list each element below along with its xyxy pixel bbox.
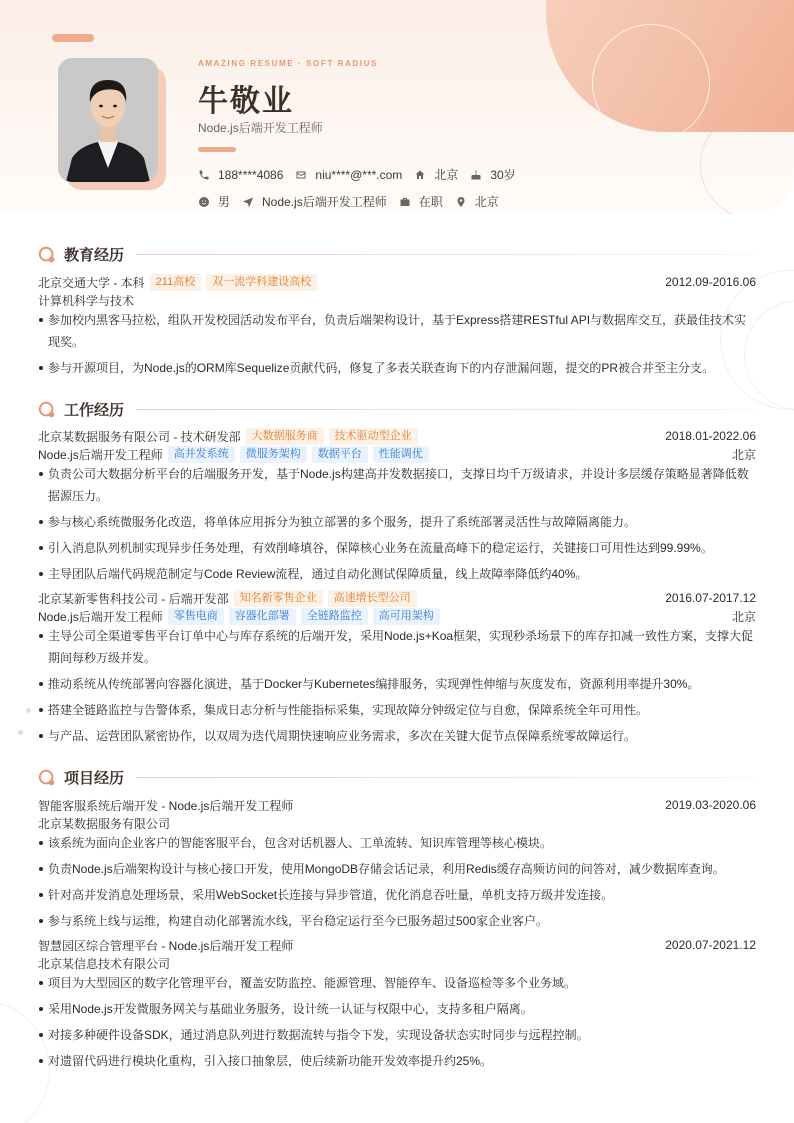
list-item: 采用Node.js开发微服务网关与基础业务服务，设计统一认证与权限中心，支持多租户隔离。 xyxy=(38,998,758,1020)
location-pin-icon xyxy=(455,196,467,208)
briefcase-icon xyxy=(399,196,411,208)
project-date: 2020.07-2021.12 xyxy=(665,938,756,952)
company-name: 北京某数据服务有限公司 - 技术研发部 xyxy=(38,429,241,444)
education-entry xyxy=(38,273,756,291)
project-company-row xyxy=(38,954,756,972)
section-divider xyxy=(136,254,756,255)
list-item: 参加校内黑客马拉松，组队开发校园活动发布平台，负责后端架构设计，基于Express搭建RESTful API与数据库交互，获最佳技术实现奖。 xyxy=(38,309,758,353)
list-item: 该系统为面向企业客户的智能客服平台，包含对话机器人、工单流转、知识库管理等核心模块。 xyxy=(38,832,758,854)
list-item: 项目为大型园区的数字化管理平台，覆盖安防监控、能源管理、智能停车、设备巡检等多个业务域。 xyxy=(38,972,758,994)
target-job-value: Node.js后端开发工程师 xyxy=(262,195,387,209)
project-company-row xyxy=(38,814,756,832)
phone-icon xyxy=(198,169,210,181)
school-tag: 211高校 xyxy=(150,274,202,291)
work-role-row xyxy=(38,445,756,463)
section-work-header xyxy=(38,399,756,420)
send-icon xyxy=(242,196,254,208)
target-city-value: 北京 xyxy=(474,195,499,209)
contact-status xyxy=(399,193,443,210)
list-item: 对遗留代码进行模块化重构，引入接口抽象层，使后续新功能开发效率提升约25%。 xyxy=(38,1050,758,1072)
contact-email xyxy=(295,168,402,182)
person-icon xyxy=(198,196,210,208)
section-divider xyxy=(136,777,756,778)
school-name: 北京交通大学 - 本科 xyxy=(38,275,145,290)
email-value: niu****@***.com xyxy=(315,167,403,182)
gender-value: 男 xyxy=(218,195,231,209)
decor-dot xyxy=(18,730,23,735)
contact-target-city xyxy=(455,193,499,210)
profile-photo xyxy=(58,58,158,182)
contact-gender xyxy=(198,193,230,210)
list-item: 与产品、运营团队紧密协作，以双周为迭代周期快速响应业务需求，多次在关键大促节点保障系统零故障运行。 xyxy=(38,725,758,747)
list-item: 负责公司大数据分析平台的后端服务开发，基于Node.js构建高并发数据接口，支撑日均千万级请求，并设计多层缓存策略显著降低数据源压力。 xyxy=(38,463,758,507)
section-education-header xyxy=(38,244,756,265)
list-item: 对接多种硬件设备SDK，通过消息队列进行数据流转与指令下发，实现设备状态实时同步与远程控制。 xyxy=(38,1024,758,1046)
work-date: 2018.01-2022.06 xyxy=(665,429,756,443)
education-major-row xyxy=(38,291,756,309)
role-tag: 数据平台 xyxy=(312,446,368,463)
home-city-value: 北京 xyxy=(434,168,459,182)
resume-tagline: AMAZING RESUME · SOFT RADIUS xyxy=(198,59,378,68)
project-name: 智能客服系统后端开发 - Node.js后端开发工程师 xyxy=(38,798,294,813)
list-item: 负责Node.js后端架构设计与核心接口开发，使用MongoDB存储会话记录，利用Redis缓存高频访问的问答对，减少数据库查询。 xyxy=(38,858,758,880)
education-date: 2012.09-2016.06 xyxy=(665,275,756,289)
role-tag: 高并发系统 xyxy=(168,446,235,463)
role-tag: 零售电商 xyxy=(168,608,224,625)
list-item: 推动系统从传统部署向容器化演进，基于Docker与Kubernetes编排服务，实现弹性伸缩与灰度发布，资源利用率提升30%。 xyxy=(38,673,758,695)
company-tag: 知名新零售企业 xyxy=(234,590,323,607)
role-tag: 性能调优 xyxy=(373,446,429,463)
list-item: 针对高并发消息处理场景，采用WebSocket长连接与异步管道，优化消息吞吐量，单机支持万级并发连接。 xyxy=(38,884,758,906)
project-date: 2019.03-2020.06 xyxy=(665,798,756,812)
project-entry xyxy=(38,796,756,814)
section-bullet-icon xyxy=(38,769,56,787)
contact-row xyxy=(198,166,528,183)
section-title: 工作经历 xyxy=(64,402,125,419)
decor-dot xyxy=(26,708,31,713)
avatar-illustration xyxy=(58,58,158,182)
list-item: 搭建全链路监控与告警体系，集成日志分析与性能指标采集，实现故障分钟级定位与自愈，保障系统全年可用性。 xyxy=(38,699,758,721)
list-item: 参与系统上线与运维，构建自动化部署流水线，平台稳定运行至今已服务超过500家企业客户。 xyxy=(38,910,758,932)
work-city: 北京 xyxy=(731,609,756,624)
cake-icon xyxy=(470,169,482,181)
project-company: 北京某数据服务有限公司 xyxy=(38,816,171,831)
header-decor-ring xyxy=(592,24,710,142)
section-bullet-icon xyxy=(38,246,56,264)
home-icon xyxy=(414,169,426,181)
contact-target-job xyxy=(242,193,387,210)
section-title: 项目经历 xyxy=(64,770,125,787)
school-tag: 双一流学科建设高校 xyxy=(206,274,317,291)
role-name: Node.js后端开发工程师 xyxy=(38,609,163,624)
list-item: 主导团队后端代码规范制定与Code Review流程，通过自动化测试保障质量，线上故障率降低约40%。 xyxy=(38,563,758,585)
role-name: Node.js后端开发工程师 xyxy=(38,447,163,462)
list-item: 参与开源项目，为Node.js的ORM库Sequelize贡献代码，修复了多表关联查询下的内存泄漏问题，提交的PR被合并至主分支。 xyxy=(38,357,758,379)
company-name: 北京某新零售科技公司 - 后端开发部 xyxy=(38,591,229,606)
status-value: 在职 xyxy=(418,195,443,209)
work-entry xyxy=(38,589,756,607)
role-tag: 容器化部署 xyxy=(229,608,296,625)
section-bullet-icon xyxy=(38,401,56,419)
company-tag: 高速增长型公司 xyxy=(328,590,417,607)
phone-value: 188****4086 xyxy=(218,167,284,182)
project-entry xyxy=(38,936,756,954)
contact-row xyxy=(198,193,511,210)
section-title: 教育经历 xyxy=(64,247,125,264)
contact-age xyxy=(470,166,515,183)
company-tag: 技术驱动型企业 xyxy=(329,428,418,445)
accent-bar xyxy=(52,34,94,42)
list-item: 主导公司全渠道零售平台订单中心与库存系统的后端开发，采用Node.js+Koa框架，实现秒杀场景下的库存扣减一致性方案，支撑大促期间每秒万级并发。 xyxy=(38,625,758,669)
mail-icon xyxy=(295,169,307,181)
role-tag: 微服务架构 xyxy=(240,446,307,463)
work-entry xyxy=(38,427,756,445)
accent-bar xyxy=(198,147,236,152)
age-value: 30岁 xyxy=(490,168,516,182)
project-company: 北京某信息技术有限公司 xyxy=(38,956,171,971)
company-tag: 大数据服务商 xyxy=(246,428,324,445)
work-date: 2016.07-2017.12 xyxy=(665,591,756,605)
section-divider xyxy=(136,409,756,410)
work-city: 北京 xyxy=(731,447,756,462)
list-item: 参与核心系统微服务化改造，将单体应用拆分为独立部署的多个服务，提升了系统部署灵活性与故障隔离能力。 xyxy=(38,511,758,533)
job-title: Node.js后端开发工程师 xyxy=(198,121,323,135)
list-item: 引入消息队列机制实现异步任务处理，有效削峰填谷，保障核心业务在流量高峰下的稳定运行，关键接口可用性达到99.99%。 xyxy=(38,537,758,559)
role-tag: 全链路监控 xyxy=(301,608,368,625)
candidate-name: 牛敬业 xyxy=(198,85,294,118)
contact-home-city xyxy=(414,166,458,183)
major: 计算机科学与技术 xyxy=(38,293,135,308)
work-role-row xyxy=(38,607,756,625)
contact-phone xyxy=(198,168,283,182)
role-tag: 高可用架构 xyxy=(373,608,440,625)
section-projects-header xyxy=(38,767,756,788)
project-name: 智慧园区综合管理平台 - Node.js后端开发工程师 xyxy=(38,938,294,953)
